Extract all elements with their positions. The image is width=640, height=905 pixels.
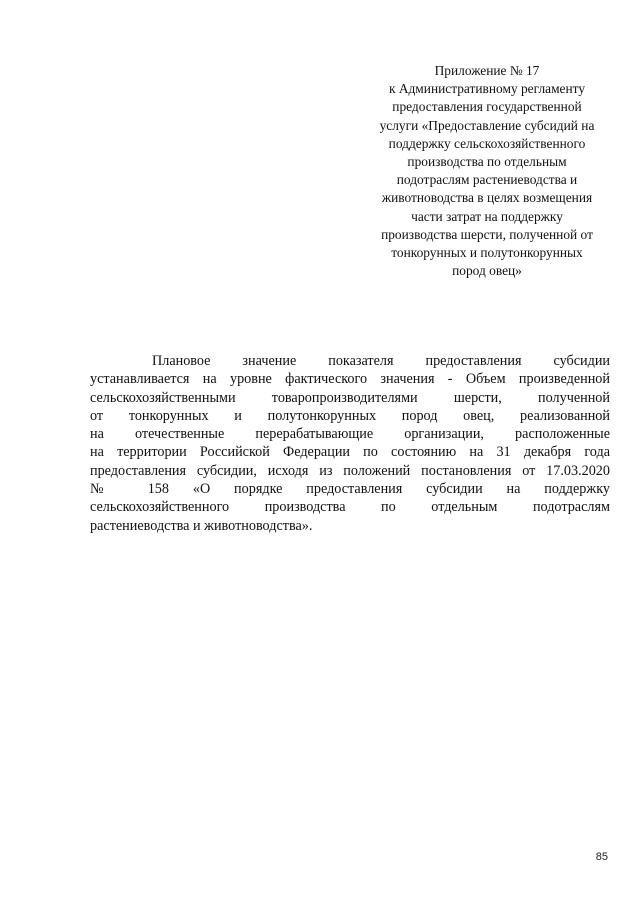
paragraph-line: сельскохозяйственного производства по отдельным подотраслям [90,499,610,516]
appendix-line: производства по отдельным [407,154,567,170]
paragraph-line: предоставления субсидии, исходя из положений постановления от 17.03.2020 [90,462,610,479]
paragraph-line: на территории Российской Федерации по состоянию на 31 декабря года [90,444,610,461]
paragraph-line: № 158 «О порядке предоставления субсидии на поддержку [90,481,610,498]
paragraph-line: Плановое значение показателя предоставления субсидии [152,353,610,369]
appendix-line: животноводства в целях возмещения [381,190,593,206]
body-paragraph [90,352,610,535]
paragraph-line: на отечественные перерабатывающие организации, расположенные [90,426,610,443]
paragraph-line: устанавливается на уровне фактического значения - Объем произведенной [90,371,610,388]
appendix-line: производства шерсти, полученной от [381,226,593,242]
appendix-line: поддержку сельскохозяйственного [388,135,586,151]
paragraph-line: от тонкорунных и полутонкорунных пород овец, реализованной [90,407,610,424]
appendix-line: пород овец» [452,263,522,279]
appendix-line: части затрат на поддержку [411,208,563,224]
page-number: 85 [595,851,608,863]
appendix-title: Приложение № 17 [434,63,540,78]
appendix-line: тонкорунных и полутонкорунных [391,245,583,261]
appendix-line: предоставления государственной [392,99,582,115]
paragraph-line: растениеводства и животноводства». [90,517,313,534]
appendix-line: подотраслям растениеводства и [396,172,578,188]
appendix-header [352,62,622,280]
appendix-line: услуги «Предоставление субсидий на [379,117,595,133]
paragraph-line: сельскохозяйственными товаропроизводителями шерсти, полученной [90,389,610,406]
appendix-line: к Административному регламенту [388,81,586,97]
